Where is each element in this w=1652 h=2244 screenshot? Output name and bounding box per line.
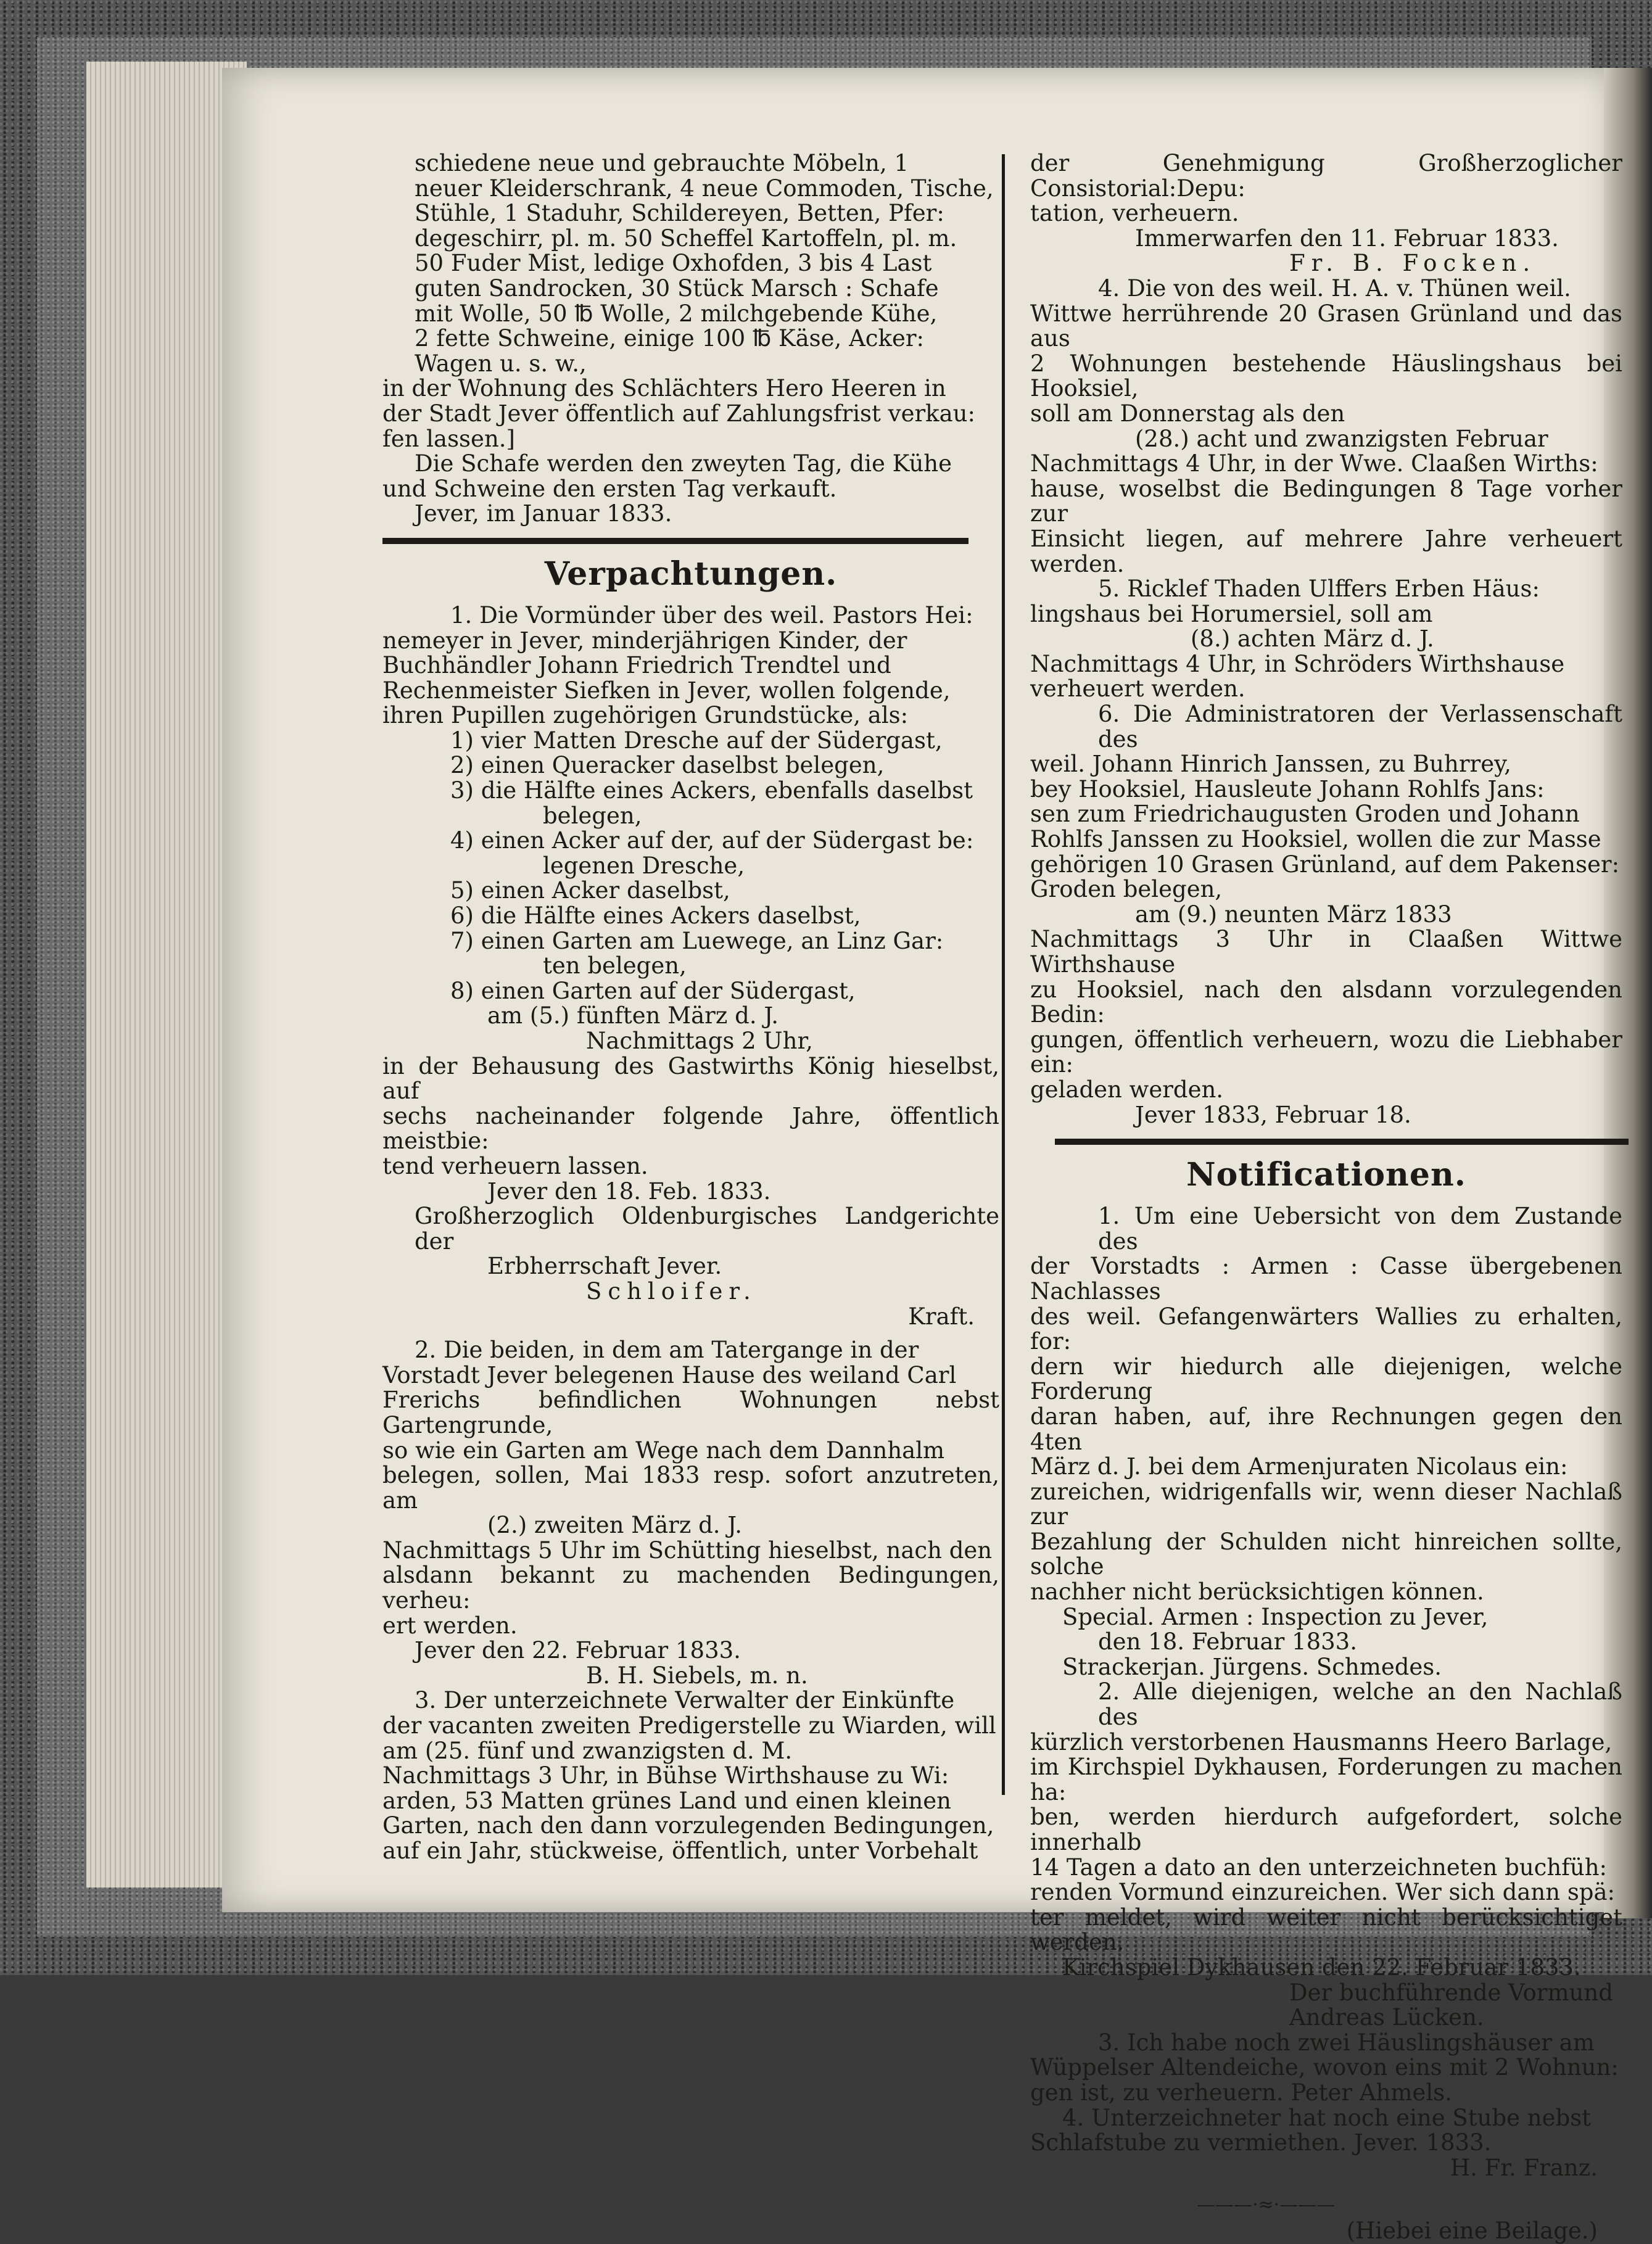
text-line: sechs nacheinander folgende Jahre, öffentlich meistbie: bbox=[382, 1102, 999, 1155]
text-line: ter meldet, wird weiter nicht berücksichtiget werden. bbox=[1030, 1904, 1622, 1956]
text-line: der Genehmigung Großherzoglicher Consistorial:Depu: bbox=[1030, 150, 1622, 202]
text-line: des weil. Gefangenwärters Wallies zu erhalten, for: bbox=[1030, 1303, 1622, 1355]
text-line: ert werden. bbox=[382, 1612, 518, 1639]
dateline: Jever den 22. Februar 1833. bbox=[415, 1637, 741, 1664]
notice-1 bbox=[382, 603, 999, 1329]
text-line: 6. Die Administratoren der Verlassenschaft des bbox=[1098, 701, 1622, 753]
text-line: hause, woselbst die Bedingungen 8 Tage vorher zur bbox=[1030, 475, 1622, 527]
signature: Andreas Lücken. bbox=[1289, 2004, 1484, 2031]
text-line: 5. Ricklef Thaden Ulffers Erben Häus: bbox=[1098, 575, 1540, 603]
list-item: 5) einen Acker daselbst, bbox=[450, 877, 730, 904]
text-line: dern wir hiedurch alle diejenigen, welche Forderung bbox=[1030, 1353, 1622, 1405]
text-line: Stühle, 1 Staduhr, Schildereyen, Betten, Pfer: bbox=[415, 200, 944, 227]
section-rule bbox=[1055, 1139, 1629, 1145]
text-line: Nachmittags 4 Uhr, in der Wwe. Claaßen Wirths: bbox=[1030, 450, 1598, 477]
section-rule bbox=[382, 538, 968, 544]
notification-4 bbox=[1030, 2106, 1622, 2181]
dateline: Immerwarfen den 11. Februar 1833. bbox=[1135, 225, 1559, 252]
text-line: und Schweine den ersten Tag verkauft. bbox=[382, 475, 837, 502]
notice-5 bbox=[1030, 577, 1622, 702]
list-item: 7) einen Garten am Luewege, an Linz Gar: bbox=[450, 927, 944, 954]
text-line: ben, werden hierdurch aufgefordert, solche innerhalb bbox=[1030, 1804, 1622, 1855]
column-divider bbox=[1002, 154, 1005, 1795]
text-line: Groden belegen, bbox=[1030, 876, 1223, 903]
text-line: am (25. fünf und zwanzigsten d. M. bbox=[382, 1737, 793, 1764]
text-line: Rohlfs Janssen zu Hooksiel, wollen die zur Masse bbox=[1030, 826, 1601, 853]
text-line: 50 Fuder Mist, ledige Oxhofden, 3 bis 4 Last bbox=[415, 250, 932, 277]
left-column bbox=[382, 151, 999, 1864]
dateline: Jever den 18. Feb. 1833. bbox=[487, 1178, 771, 1205]
text-line: 2. Alle diejenigen, welche an den Nachlaß des bbox=[1098, 1678, 1622, 1731]
text-line: Buchhändler Johann Friedrich Trendtel und bbox=[382, 652, 891, 679]
text-line: lingshaus bei Horumersiel, soll am bbox=[1030, 600, 1433, 627]
ornament-divider: ———·≈·——— bbox=[1197, 2194, 1336, 2216]
list-item: 3) die Hälfte eines Ackers, ebenfalls daselbst bbox=[450, 777, 973, 804]
list-item: belegen, bbox=[543, 802, 642, 829]
list-item: ten belegen, bbox=[543, 952, 687, 980]
text-line: tation, verheuern. bbox=[1030, 200, 1239, 227]
text-line: der Stadt Jever öffentlich auf Zahlungsfrist verkau: bbox=[382, 400, 975, 427]
text-line: Vorstadt Jever belegenen Hause des weiland Carl bbox=[382, 1361, 957, 1388]
section-heading-notificationen: Notificationen. bbox=[1186, 1156, 1466, 1194]
dateline: Jever 1833, Februar 18. bbox=[1135, 1101, 1411, 1128]
text-line: Nachmittags 3 Uhr in Claaßen Wittwe Wirthshause bbox=[1030, 926, 1622, 978]
notice-3 bbox=[382, 1688, 999, 1863]
text-line: zureichen, widrigenfalls wir, wenn dieser Nachlaß zur bbox=[1030, 1478, 1622, 1530]
notification-1 bbox=[1030, 1204, 1622, 1680]
dateline: Kirchspiel Dykhausen den 22. Februar 1833. bbox=[1062, 1953, 1581, 1981]
text-line: Wagen u. s. w., bbox=[415, 350, 587, 377]
text-line: nachher nicht berücksichtigen können. bbox=[1030, 1578, 1484, 1606]
text-line: 2 fette Schweine, einige 100 ℔ Käse, Acker: bbox=[415, 325, 924, 352]
text-line: arden, 53 Matten grünes Land und einen kleinen bbox=[382, 1787, 951, 1814]
text-line: 14 Tagen a dato an den unterzeichneten buchfüh: bbox=[1030, 1854, 1608, 1881]
signature: Kraft. bbox=[908, 1303, 975, 1330]
text-line: gehörigen 10 Grasen Grünland, auf dem Pakenser: bbox=[1030, 851, 1620, 878]
text-line: fen lassen.] bbox=[382, 425, 515, 452]
text-line: Nachmittags 4 Uhr, in Schröders Wirthshause bbox=[1030, 650, 1565, 677]
list-item: 8) einen Garten auf der Südergast, bbox=[450, 977, 856, 1004]
text-line: nemeyer in Jever, minderjährigen Kinder, der bbox=[382, 627, 907, 654]
text-line: neuer Kleiderschrank, 4 neue Commoden, Tische, bbox=[415, 175, 994, 202]
auction-time: Nachmittags 2 Uhr, bbox=[586, 1028, 813, 1054]
text-line: weil. Johann Hinrich Janssen, zu Buhrrey, bbox=[1030, 751, 1511, 778]
signature: Fr. B. Focken. bbox=[1289, 250, 1537, 277]
text-line: Bezahlung der Schulden nicht hinreichen sollte, solche bbox=[1030, 1528, 1622, 1580]
text-line: Rechenmeister Siefken in Jever, wollen folgende, bbox=[382, 677, 951, 704]
text-line: kürzlich verstorbenen Hausmanns Heero Barlage, bbox=[1030, 1728, 1613, 1755]
text-line: Nachmittags 5 Uhr im Schütting hieselbst, nach den bbox=[382, 1537, 993, 1564]
notice-2 bbox=[382, 1338, 999, 1688]
text-line: Frerichs befindlichen Wohnungen nebst Gartengrunde, bbox=[382, 1387, 999, 1438]
text-line: geladen werden. bbox=[1030, 1076, 1224, 1103]
text-line: 3. Der unterzeichnete Verwalter der Einkünfte bbox=[415, 1687, 955, 1714]
text-line: Wittwe herrührende 20 Grasen Grünland und das aus bbox=[1030, 300, 1622, 352]
text-line: März d. J. bei dem Armenjuraten Nicolaus ein: bbox=[1030, 1453, 1568, 1480]
text-line: bey Hooksiel, Hausleute Johann Rohlfs Jans: bbox=[1030, 775, 1545, 802]
text-line: sen zum Friedrichaugusten Groden und Johann bbox=[1030, 801, 1580, 828]
text-line: degeschirr, pl. m. 50 Scheffel Kartoffeln, pl. m. bbox=[415, 225, 957, 252]
text-line: daran haben, auf, ihre Rechnungen gegen den 4ten bbox=[1030, 1403, 1622, 1455]
auction-date: (8.) achten März d. J. bbox=[1191, 625, 1434, 653]
text-line: der vacanten zweiten Predigerstelle zu Wiarden, will bbox=[382, 1712, 996, 1739]
signature: H. Fr. Franz. bbox=[1450, 2154, 1598, 2181]
issuer: Special. Armen : Inspection zu Jever, bbox=[1062, 1603, 1489, 1630]
text-line: schiedene neue und gebrauchte Möbeln, 1 bbox=[415, 150, 909, 176]
dateline: Jever, im Januar 1833. bbox=[415, 500, 672, 527]
text-line: 4. Die von des weil. H. A. v. Thünen weil. bbox=[1098, 274, 1571, 302]
issuer: Erbherrschaft Jever. bbox=[487, 1253, 722, 1280]
notice-4 bbox=[1030, 276, 1622, 577]
text-line: zu Hooksiel, nach den alsdann vorzulegenden Bedin: bbox=[1030, 976, 1622, 1028]
notice-3-continuation bbox=[1030, 151, 1622, 276]
supplement-note: (Hiebei eine Beilage.) bbox=[1346, 2217, 1598, 2244]
text-line: alsdann bekannt zu machenden Bedingungen, verheu: bbox=[382, 1562, 999, 1614]
text-line: renden Vormund einzureichen. Wer sich dann spä: bbox=[1030, 1879, 1616, 1906]
text-line: 3. Ich habe noch zwei Häuslingshäuser am bbox=[1098, 2029, 1595, 2056]
signature: Der buchführende Vormund bbox=[1289, 1979, 1613, 2006]
right-column bbox=[1030, 151, 1622, 2244]
text-line: so wie ein Garten am Wege nach dem Dannhalm bbox=[382, 1437, 945, 1464]
signature: Schloifer. bbox=[586, 1277, 757, 1305]
issuer: Großherzoglich Oldenburgisches Landgerichte der bbox=[415, 1203, 999, 1255]
list-item: legenen Dresche, bbox=[543, 852, 745, 879]
sale-notice-continuation bbox=[382, 151, 999, 527]
text-line: 2. Die beiden, in dem am Tatergange in der bbox=[415, 1337, 919, 1364]
text-line: Die Schafe werden den zweyten Tag, die Kühe bbox=[415, 450, 952, 477]
auction-date: am (5.) fünften März d. J. bbox=[487, 1002, 779, 1029]
list-item: 2) einen Queracker daselbst belegen, bbox=[450, 752, 885, 779]
notification-2 bbox=[1030, 1680, 1622, 2030]
text-line: belegen, sollen, Mai 1833 resp. sofort anzutreten, am bbox=[382, 1462, 999, 1514]
text-line: gen ist, zu verheuern. Peter Ahmels. bbox=[1030, 2079, 1452, 2106]
auction-date: am (9.) neunten März 1833 bbox=[1135, 901, 1452, 928]
text-line: tend verheuern lassen. bbox=[382, 1152, 648, 1179]
list-item: 6) die Hälfte eines Ackers daselbst, bbox=[450, 902, 861, 930]
text-line: gungen, öffentlich verheuern, wozu die Liebhaber ein: bbox=[1030, 1026, 1622, 1078]
signature: B. H. Siebels, m. n. bbox=[586, 1662, 808, 1689]
text-line: in der Wohnung des Schlächters Hero Heeren in bbox=[382, 375, 946, 402]
text-line: der Vorstadts : Armen : Casse übergebenen Nachlasses bbox=[1030, 1253, 1622, 1305]
text-line: Garten, nach den dann vorzulegenden Bedingungen, bbox=[382, 1812, 994, 1839]
list-item: 1) vier Matten Dresche auf der Südergast, bbox=[450, 727, 943, 754]
text-line: 2 Wohnungen bestehende Häuslingshaus bei Hooksiel, bbox=[1030, 350, 1622, 402]
auction-date: (2.) zweiten März d. J. bbox=[487, 1512, 742, 1539]
issuer: den 18. Februar 1833. bbox=[1098, 1628, 1357, 1656]
signature: Strackerjan. Jürgens. Schmedes. bbox=[1062, 1653, 1442, 1680]
list-item: 4) einen Acker auf der, auf der Südergast be: bbox=[450, 827, 974, 854]
text-line: mit Wolle, 50 ℔ Wolle, 2 milchgebende Kühe, bbox=[415, 300, 938, 327]
text-line: guten Sandrocken, 30 Stück Marsch : Schafe bbox=[415, 274, 939, 302]
text-line: Wüppelser Altendeiche, wovon eins mit 2 Wohnun: bbox=[1030, 2054, 1619, 2081]
notification-3 bbox=[1030, 2031, 1622, 2106]
auction-date: (28.) acht und zwanzigsten Februar bbox=[1135, 425, 1548, 452]
text-line: Einsicht liegen, auf mehrere Jahre verheuert werden. bbox=[1030, 525, 1622, 577]
text-line: im Kirchspiel Dykhausen, Forderungen zu machen ha: bbox=[1030, 1754, 1622, 1805]
text-line: 4. Unterzeichneter hat noch eine Stube nebst bbox=[1062, 2104, 1592, 2131]
text-line: soll am Donnerstag als den bbox=[1030, 400, 1345, 427]
text-line: auf ein Jahr, stückweise, öffentlich, unter Vorbehalt bbox=[382, 1838, 978, 1864]
section-heading-verpachtungen: Verpachtungen. bbox=[544, 555, 838, 593]
text-line: 1. Um eine Uebersicht von dem Zustande des bbox=[1098, 1203, 1622, 1255]
text-line: 1. Die Vormünder über des weil. Pastors Hei: bbox=[450, 601, 973, 629]
text-line: Nachmittags 3 Uhr, in Bühse Wirthshause zu Wi: bbox=[382, 1762, 949, 1789]
text-line: verheuert werden. bbox=[1030, 675, 1245, 703]
text-line: in der Behausung des Gastwirths König hieselbst, auf bbox=[382, 1052, 999, 1105]
text-line: Schlafstube zu vermiethen. Jever. 1833. bbox=[1030, 2129, 1492, 2156]
text-line: ihren Pupillen zugehörigen Grundstücke, als: bbox=[382, 702, 909, 729]
notice-6 bbox=[1030, 702, 1622, 1128]
